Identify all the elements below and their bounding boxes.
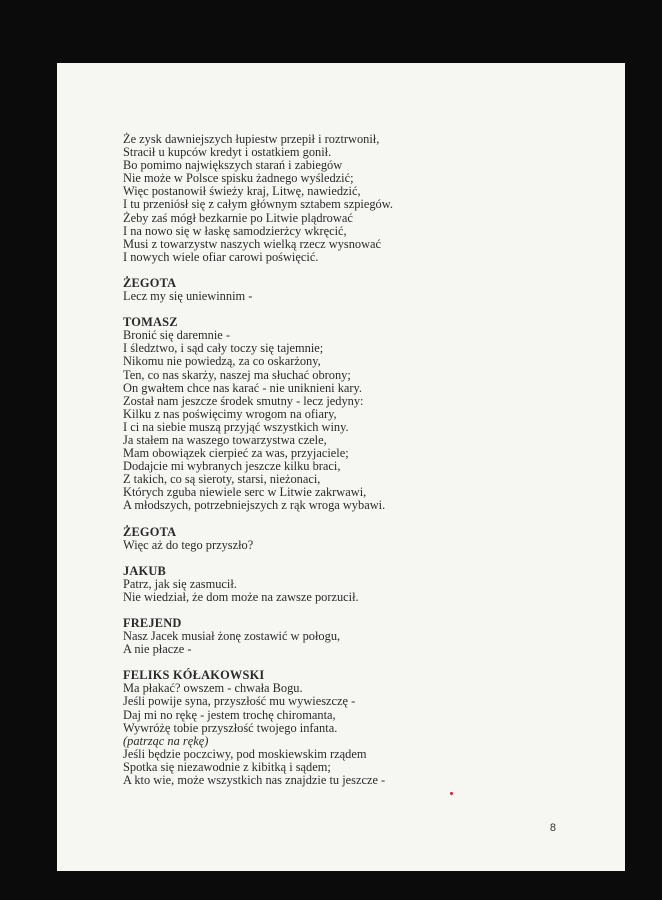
speaker-name: ŻEGOTA	[123, 275, 177, 290]
verse-line: Wywróżę tobie przyszłość twojego infanta.	[123, 720, 338, 735]
dialogue-block	[123, 565, 543, 604]
verse-line: Nasz Jacek musiał żonę zostawić w połogu,	[123, 629, 341, 644]
ink-mark	[450, 792, 453, 795]
verse-line: Bo pomimo największych starań i zabiegów	[123, 158, 343, 173]
verse-line: A kto wie, może wszystkich nas znajdzie tu jeszcze -	[123, 773, 386, 788]
document-page	[57, 63, 625, 871]
dialogue-block	[123, 669, 543, 787]
speaker-name: JAKUB	[123, 563, 166, 578]
verse-line: Że zysk dawniejszych łupiestw przepił i roztrwonił,	[123, 132, 380, 146]
verse-line: Z takich, co są sieroty, starsi, nieżonaci,	[123, 472, 321, 487]
verse-line: Ja stałem na waszego towarzystwa czele,	[123, 432, 327, 447]
verse-line: Nikomu nie powiedzą, za co oskarżony,	[123, 354, 321, 369]
verse-line: Dodajcie mi wybranych jeszcze kilku braci,	[123, 459, 341, 474]
verse-line: Więc postanowił świeży kraj, Litwę, nawiedzić,	[123, 184, 361, 199]
verse-line: Ma płakać? owszem - chwała Bogu.	[123, 681, 303, 696]
verse-line: I śledztwo, i sąd cały toczy się tajemnie;	[123, 341, 324, 356]
drama-text	[123, 133, 543, 787]
dialogue-block	[123, 617, 543, 656]
verse-line: A młodszych, potrzebniejszych z rąk wroga wybawi.	[123, 498, 386, 513]
verse-line: I na nowo się w łaskę samodzierżcy wkręcić,	[123, 223, 347, 238]
verse-line: Patrz, jak się zasmucił.	[123, 576, 237, 591]
verse-line: I nowych wiele ofiar carowi poświęcić.	[123, 249, 319, 264]
verse-line: On gwałtem chce nas karać - nie uniknieni kary.	[123, 380, 362, 395]
verse-line: Kilku z nas poświęcimy wrogom na ofiary,	[123, 406, 337, 421]
verse-line: Został nam jeszcze środek smutny - lecz jedyny:	[123, 393, 364, 408]
dialogue-block	[123, 133, 543, 264]
verse-line: Stracił u kupców kredyt i ostatkiem gonił.	[123, 145, 332, 160]
stage-direction: (patrząc na rękę)	[123, 733, 209, 748]
verse-line: Lecz my się uniewinnim -	[123, 289, 253, 304]
verse-line: Więc aż do tego przyszło?	[123, 537, 254, 552]
page-number: 8	[549, 822, 556, 834]
verse-line: Musi z towarzystw naszych wielką rzecz wysnować	[123, 236, 382, 251]
speaker-name: TOMASZ	[123, 315, 178, 330]
verse-line: Bronić się daremnie -	[123, 328, 231, 343]
speaker-name: FREJEND	[123, 616, 182, 630]
speaker-name: FELIKS KÓŁAKOWSKI	[123, 668, 265, 683]
verse-line: I ci na siebie muszą przyjąć wszystkich winy.	[123, 419, 349, 434]
verse-line: Jeśli będzie poczciwy, pod moskiewskim rządem	[123, 746, 367, 761]
dialogue-block	[123, 526, 543, 552]
verse-line: I tu przeniósł się z całym głównym sztabem szpiegów.	[123, 197, 393, 212]
verse-line: Żeby zaś mógł bezkarnie po Litwie plądrować	[123, 210, 353, 225]
verse-line: Daj mi no rękę - jestem trochę chiromanta,	[123, 707, 336, 722]
verse-line: Mam obowiązek cierpieć za was, przyjaciele;	[123, 446, 349, 461]
dialogue-block	[123, 277, 543, 303]
speaker-name: ŻEGOTA	[123, 524, 177, 539]
dialogue-block	[123, 316, 543, 512]
verse-line: Jeśli powije syna, przyszłość mu wywieszczę -	[123, 694, 356, 709]
verse-line: A nie płacze -	[123, 642, 192, 657]
verse-line: Ten, co nas skarży, naszej ma słuchać obrony;	[123, 367, 351, 382]
verse-line: Których zguba niewiele serc w Litwie zakrwawi,	[123, 485, 367, 500]
verse-line: Nie wiedział, że dom może na zawsze porzucił.	[123, 589, 359, 604]
verse-line: Spotka się niezawodnie z kibitką i sądem;	[123, 759, 331, 774]
verse-line: Nie może w Polsce spisku żadnego wyśledzić;	[123, 171, 354, 186]
